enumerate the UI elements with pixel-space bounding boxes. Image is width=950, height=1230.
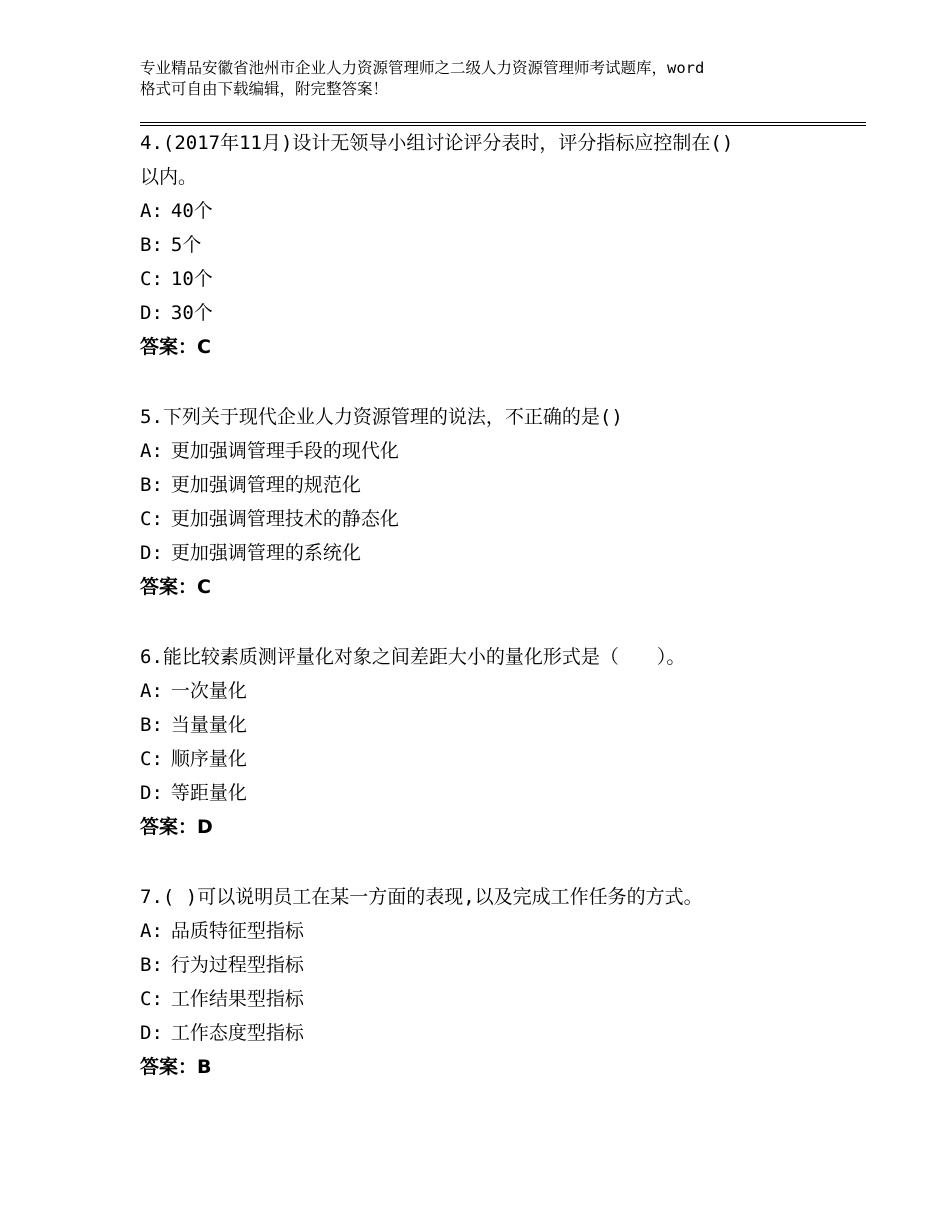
question-stem: 7.( )可以说明员工在某一方面的表现,以及完成工作任务的方式。 [140, 886, 703, 908]
header-line-2: 格式可自由下载编辑，附完整答案！ [140, 80, 389, 98]
header-divider-top [140, 122, 866, 123]
option-text: 30个 [170, 302, 213, 324]
option-text: 5个 [170, 234, 202, 256]
question-6 [140, 640, 860, 844]
option-text: 当量量化 [170, 714, 247, 736]
option-key: D: [140, 1022, 163, 1044]
option-text: 工作态度型指标 [170, 1022, 304, 1044]
question-stem: 6.能比较素质测评量化对象之间差距大小的量化形式是（ ）。 [140, 646, 686, 668]
option-key: A: [140, 920, 163, 942]
option-text: 行为过程型指标 [170, 954, 304, 976]
option-c [140, 262, 860, 296]
option-key: D: [140, 782, 163, 804]
option-a [140, 194, 860, 228]
option-d [140, 296, 860, 330]
option-key: B: [140, 714, 163, 736]
option-d [140, 536, 860, 570]
option-key: C: [140, 508, 163, 530]
question-stem: 5.下列关于现代企业人力资源管理的说法，不正确的是() [140, 406, 623, 428]
option-text: 品质特征型指标 [170, 920, 304, 942]
answer-line: 答案：B [140, 1056, 212, 1078]
option-key: A: [140, 200, 163, 222]
option-key: B: [140, 234, 163, 256]
spacer [140, 844, 860, 880]
question-stem-continued: 以内。 [140, 166, 198, 188]
answer-line: 答案：C [140, 336, 211, 358]
option-c [140, 742, 860, 776]
question-stem: 4.(2017年11月)设计无领导小组讨论评分表时，评分指标应控制在() [140, 132, 734, 154]
option-key: B: [140, 954, 163, 976]
option-d [140, 1016, 860, 1050]
option-c [140, 502, 860, 536]
option-text: 40个 [170, 200, 213, 222]
option-key: D: [140, 542, 163, 564]
option-text: 顺序量化 [170, 748, 247, 770]
question-7 [140, 880, 860, 1084]
option-key: C: [140, 988, 163, 1010]
question-4 [140, 126, 860, 364]
answer-line: 答案：C [140, 576, 211, 598]
document-header [140, 58, 840, 100]
question-5 [140, 400, 860, 604]
option-key: C: [140, 748, 163, 770]
option-text: 更加强调管理手段的现代化 [170, 440, 399, 462]
spacer [140, 364, 860, 400]
option-key: D: [140, 302, 163, 324]
option-key: A: [140, 680, 163, 702]
option-text: 等距量化 [170, 782, 247, 804]
option-a [140, 674, 860, 708]
option-d [140, 776, 860, 810]
option-text: 更加强调管理的规范化 [170, 474, 361, 496]
option-key: B: [140, 474, 163, 496]
option-text: 工作结果型指标 [170, 988, 304, 1010]
option-a [140, 914, 860, 948]
option-text: 更加强调管理的系统化 [170, 542, 361, 564]
option-b [140, 468, 860, 502]
option-b [140, 948, 860, 982]
answer-line: 答案：D [140, 816, 213, 838]
spacer [140, 604, 860, 640]
option-c [140, 982, 860, 1016]
option-b [140, 708, 860, 742]
question-list [140, 126, 860, 1084]
option-a [140, 434, 860, 468]
header-line-1: 专业精品安徽省池州市企业人力资源管理师之二级人力资源管理师考试题库，word [140, 59, 705, 77]
option-key: C: [140, 268, 163, 290]
option-text: 一次量化 [170, 680, 247, 702]
option-text: 更加强调管理技术的静态化 [170, 508, 399, 530]
option-b [140, 228, 860, 262]
option-text: 10个 [170, 268, 213, 290]
option-key: A: [140, 440, 163, 462]
